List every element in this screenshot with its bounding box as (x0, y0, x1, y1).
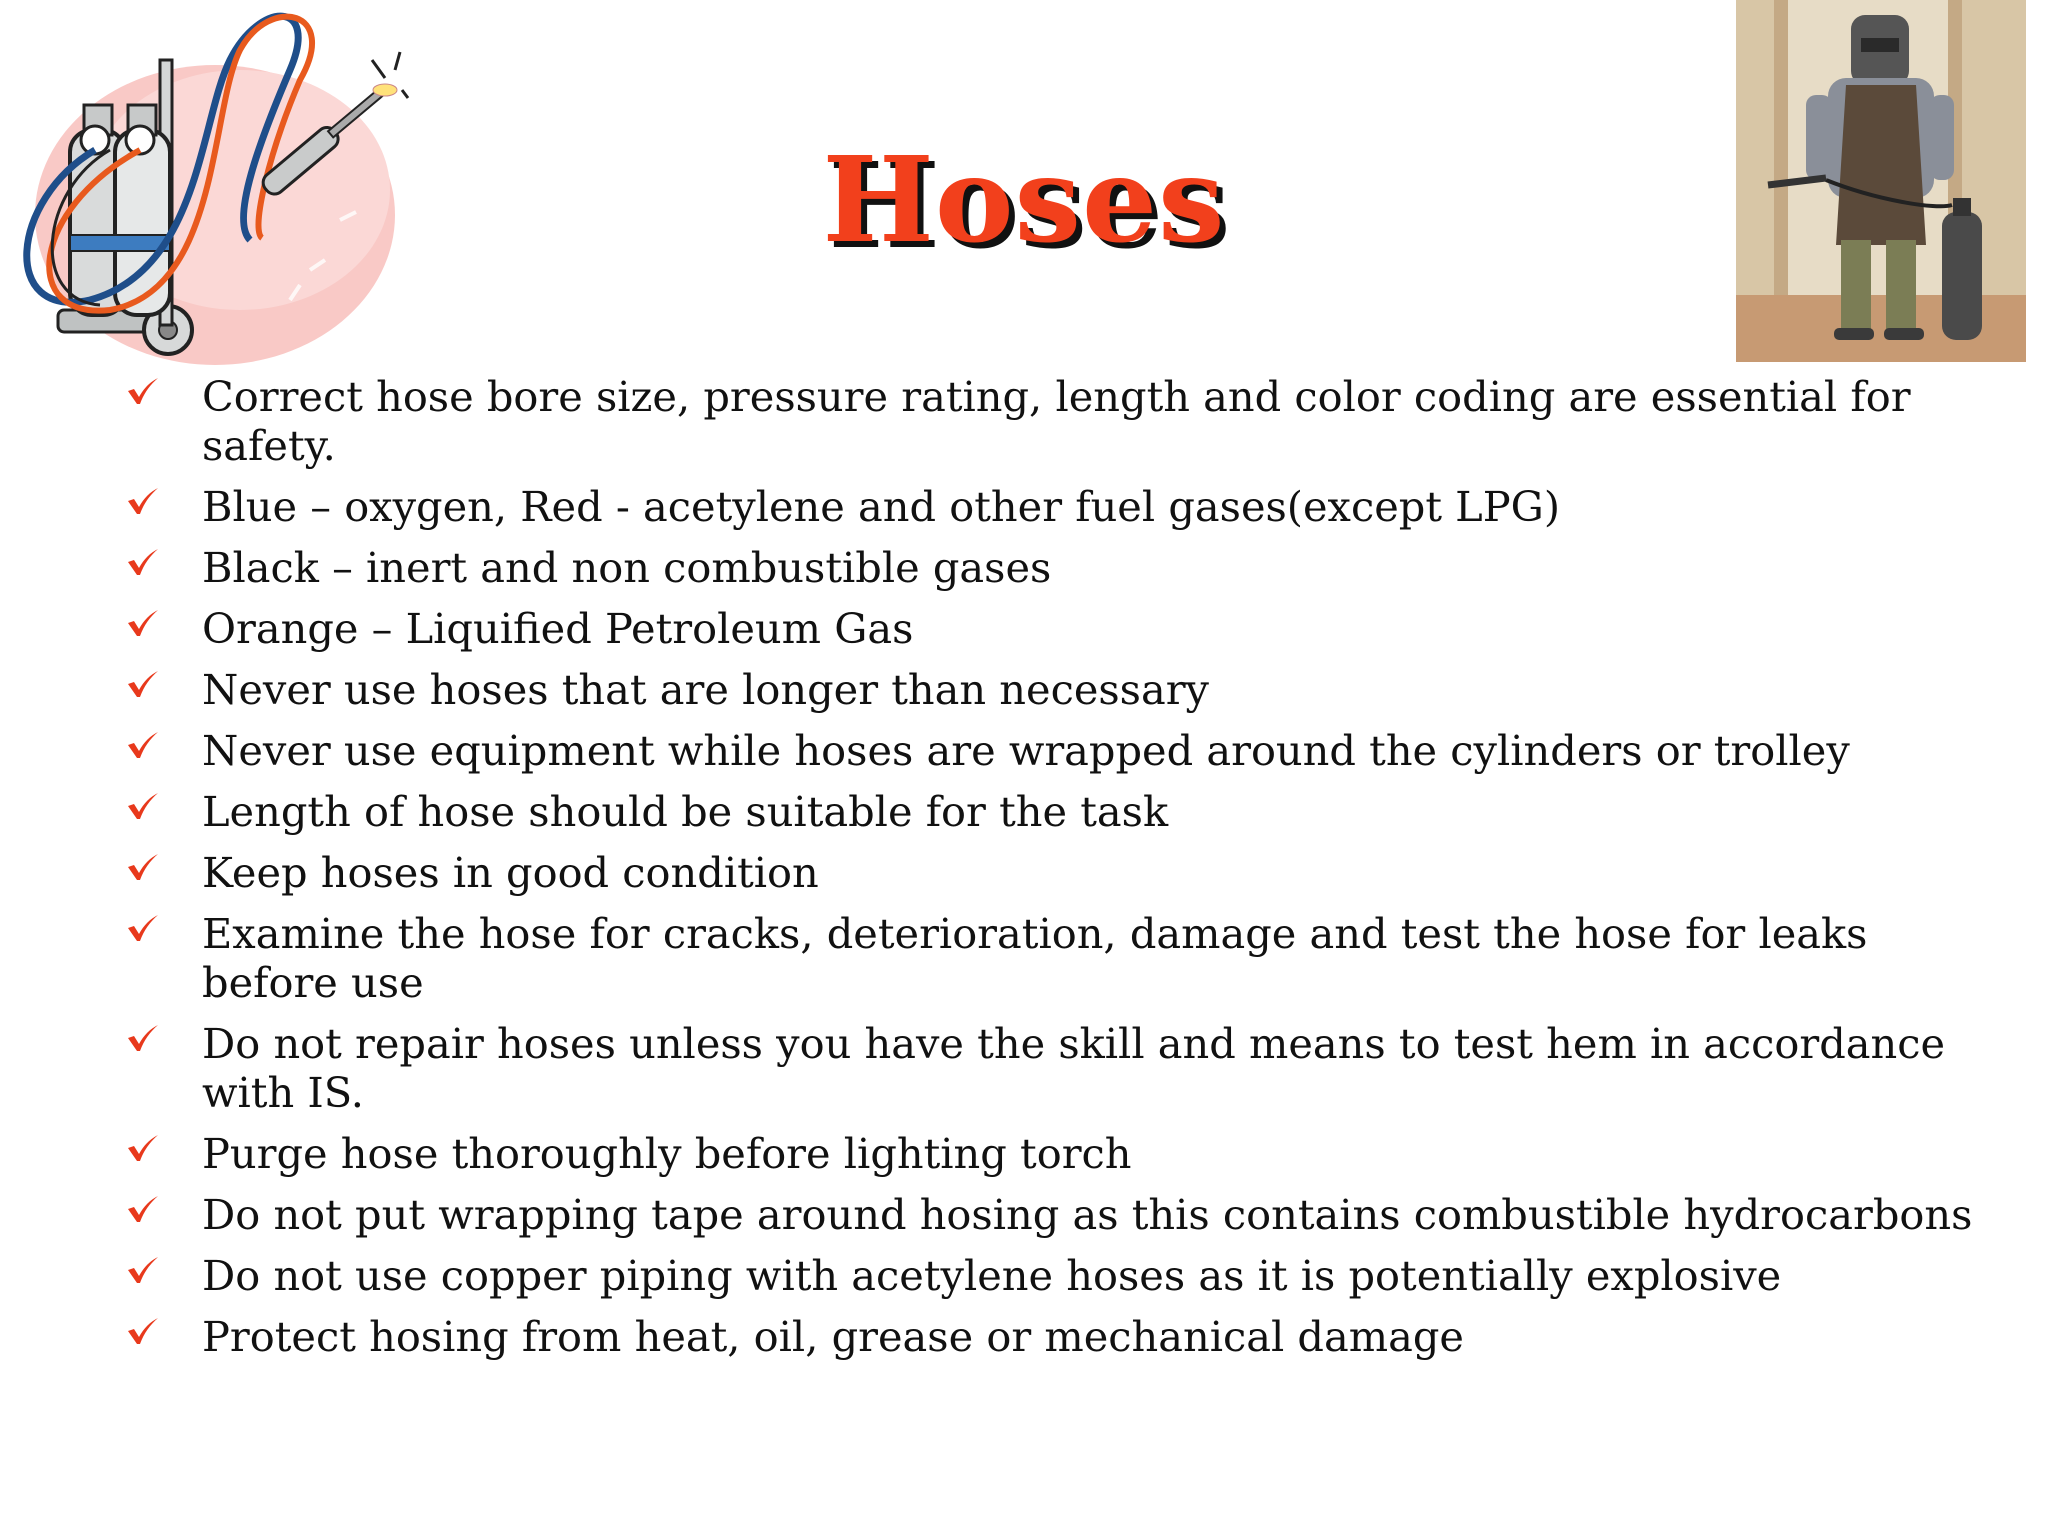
bullet-text: Do not put wrapping tape around hosing as this contains combustible hydrocarbons (202, 1190, 1973, 1239)
list-item (0, 482, 2048, 531)
checkmark-icon (126, 1255, 160, 1285)
list-item (0, 848, 2048, 897)
list-item (0, 909, 2048, 1007)
bullet-text: Examine the hose for cracks, deterioration, damage and test the hose for leaks before use (202, 909, 1868, 1007)
list-item (0, 372, 2048, 470)
checkmark-icon (126, 376, 160, 406)
list-item (0, 787, 2048, 836)
bullet-text: Protect hosing from heat, oil, grease or mechanical damage (202, 1312, 1464, 1361)
checkmark-icon (126, 608, 160, 638)
checkmark-icon (126, 1194, 160, 1224)
list-item (0, 604, 2048, 653)
bullet-text: Correct hose bore size, pressure rating, length and color coding are essential for safety. (202, 372, 1911, 470)
list-item (0, 1129, 2048, 1178)
checkmark-icon (126, 852, 160, 882)
bullet-text: Do not repair hoses unless you have the skill and means to test hem in accordance with IS. (202, 1019, 1946, 1117)
bullet-text: Never use hoses that are longer than necessary (202, 665, 1210, 714)
checkmark-icon (126, 1316, 160, 1346)
checkmark-icon (126, 913, 160, 943)
checkmark-icon (126, 1023, 160, 1053)
list-item (0, 726, 2048, 775)
checkmark-icon (126, 730, 160, 760)
list-item (0, 665, 2048, 714)
list-item (0, 1251, 2048, 1300)
bullet-text: Orange – Liquified Petroleum Gas (202, 604, 914, 653)
bullet-list (0, 372, 2048, 1373)
slide-title: Hoses (822, 130, 1226, 269)
bullet-text: Blue – oxygen, Red - acetylene and other fuel gases(except LPG) (202, 482, 1561, 531)
bullet-text: Length of hose should be suitable for the task (202, 787, 1169, 836)
list-item (0, 1190, 2048, 1239)
checkmark-icon (126, 547, 160, 577)
bullet-text: Purge hose thoroughly before lighting torch (202, 1129, 1132, 1178)
checkmark-icon (126, 1133, 160, 1163)
list-item (0, 1019, 2048, 1117)
checkmark-icon (126, 669, 160, 699)
checkmark-icon (126, 486, 160, 516)
bullet-text: Keep hoses in good condition (202, 848, 819, 897)
bullet-text: Never use equipment while hoses are wrapped around the cylinders or trolley (202, 726, 1850, 775)
list-item (0, 1312, 2048, 1361)
checkmark-icon (126, 791, 160, 821)
bullet-text: Do not use copper piping with acetylene hoses as it is potentially explosive (202, 1251, 1782, 1300)
list-item (0, 543, 2048, 592)
bullet-text: Black – inert and non combustible gases (202, 543, 1052, 592)
